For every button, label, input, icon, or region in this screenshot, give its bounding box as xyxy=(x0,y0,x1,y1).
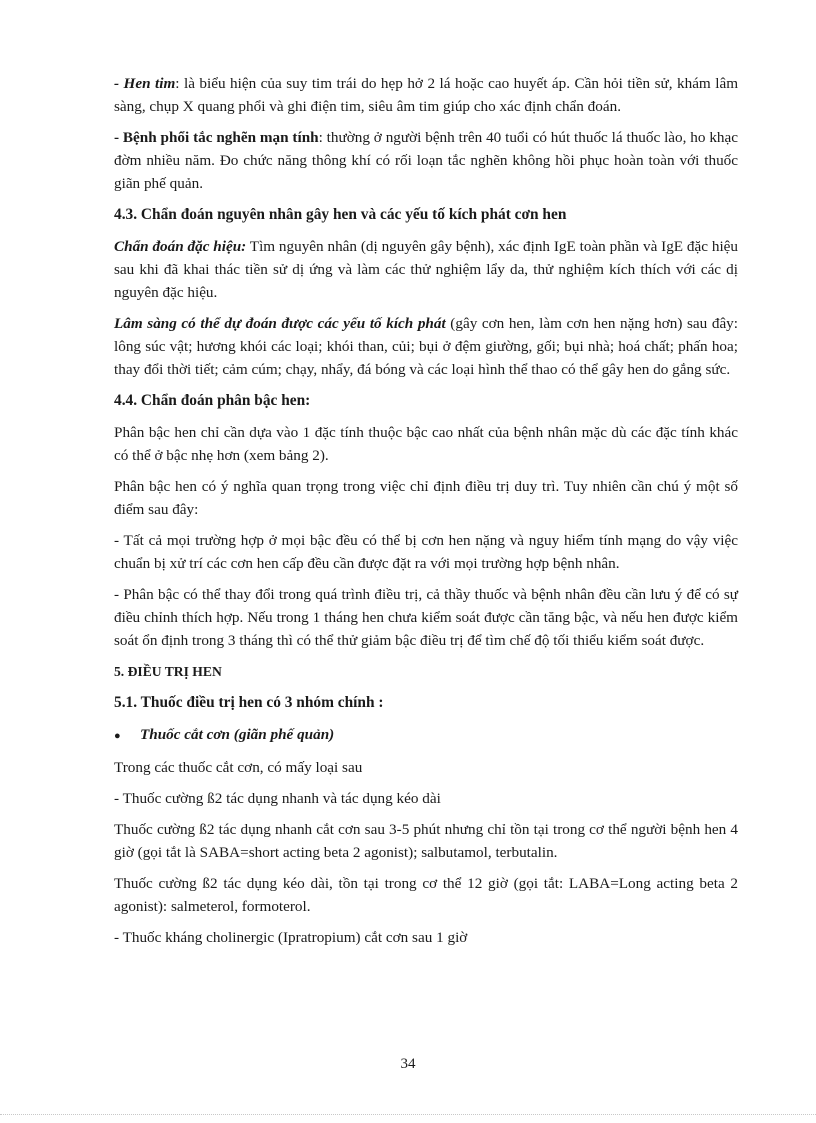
term-dac-hieu: Chẩn đoán đặc hiệu: xyxy=(114,238,247,255)
paragraph-text: : là biểu hiện của suy tim trái do hẹp hở 2 lá hoặc cao huyết áp. Cần hỏi tiền sử, khám lâm sàng, chụp X quang phổi và ghi điện tim, siêu âm tim giúp cho xác định chẩn đoán. xyxy=(114,75,739,115)
heading-5: 5. ĐIỀU TRỊ HEN xyxy=(114,664,222,679)
paragraph-beta2: - Thuốc cường ß2 tác dụng nhanh và tác dụng kéo dài xyxy=(114,790,441,807)
term-hen-tim: - Hen tim xyxy=(114,75,176,92)
heading-4-4: 4.4. Chẩn đoán phân bậc hen: xyxy=(114,392,311,409)
paragraph-text: (gây cơn hen, làm cơn hen nặng hơn) sau đây: lông súc vật; hương khói các loại; khói than, củi; bụi ở đệm giường, gối; bụi nhà; hoá chất; phấn hoa; thay đổi thời tiết; cảm cúm; chạy, nhẩy, đá bóng và các loại hình thể thao có thể gây hen do gắng sức. xyxy=(114,315,738,378)
paragraph-hen-tim xyxy=(114,72,738,118)
paragraph-text: Tìm nguyên nhân (dị nguyên gây bệnh), xác định IgE toàn phần và IgE đặc hiệu sau khi đã khai thác tiền sử dị ứng và làm các thử nghiệm lẩy da, thử nghiệm kích thích với các dị nguyên đặc hiệu. xyxy=(114,238,738,301)
term-copd: - Bệnh phổi tắc nghẽn mạn tính xyxy=(114,129,319,146)
bullet-text: Thuốc cắt cơn (giãn phế quản) xyxy=(140,726,335,743)
paragraph-laba: Thuốc cường ß2 tác dụng kéo dài, tồn tại trong cơ thể 12 giờ (gọi tắt: LABA=Long acting beta 2 agonist): salmeterol, formoterol. xyxy=(114,875,738,915)
page-divider xyxy=(0,1114,816,1115)
paragraph-text: : thường ở người bệnh trên 40 tuổi có hút thuốc lá thuốc lào, ho khạc đờm nhiều năm. Đo chức năng thông khí có rối loạn tắc nghẽn không hồi phục hoàn toàn với thuốc giãn phế quản. xyxy=(114,129,738,192)
paragraph-cat-con: Trong các thuốc cắt cơn, có mấy loại sau xyxy=(114,759,363,776)
term-kich-phat: Lâm sàng có thể dự đoán được các yếu tố kích phát xyxy=(114,315,446,332)
paragraph-phan-bac-3: - Tất cả mọi trường hợp ở mọi bậc đều có thể bị cơn hen nặng và nguy hiểm tính mạng do vậy việc chuẩn bị xử trí các cơn hen cấp đều cần được đặt ra với mọi trường hợp bệnh nhân. xyxy=(114,532,738,572)
paragraph-phan-bac-2: Phân bậc hen có ý nghĩa quan trọng trong việc chỉ định điều trị duy trì. Tuy nhiên cần chú ý một số điểm sau đây: xyxy=(114,478,738,518)
document-body xyxy=(114,72,738,957)
paragraph-phan-bac-1: Phân bậc hen chỉ cần dựa vào 1 đặc tính thuộc bậc cao nhất của bệnh nhân mặc dù các đặc tính khác có thể ở bậc nhẹ hơn (xem bảng 2). xyxy=(114,424,738,464)
bullet-icon: ● xyxy=(114,730,121,742)
bullet-item xyxy=(114,723,738,748)
paragraph-dac-hieu xyxy=(114,235,738,304)
page-number: 34 xyxy=(400,1056,416,1072)
heading-4-3: 4.3. Chẩn đoán nguyên nhân gây hen và các yếu tố kích phát cơn hen xyxy=(114,206,567,223)
paragraph-phan-bac-4: - Phân bậc có thể thay đổi trong quá trình điều trị, cả thầy thuốc và bệnh nhân đều cần lưu ý để có sự điều chỉnh thích hợp. Nếu trong 1 tháng hen chưa kiểm soát được cần tăng bậc, và nếu hen được kiểm soát ổn định trong 3 tháng thì có thể thử giảm bậc điều trị để tìm chế độ tối thiểu kiểm soát được. xyxy=(114,586,738,649)
paragraph-saba: Thuốc cường ß2 tác dụng nhanh cắt cơn sau 3-5 phút nhưng chỉ tồn tại trong cơ thể người bệnh hen 4 giờ (gọi tắt là SABA=short acting beta 2 agonist); salbutamol, terbutalin. xyxy=(114,821,738,861)
paragraph-cholinergic: - Thuốc kháng cholinergic (Ipratropium) cắt cơn sau 1 giờ xyxy=(114,929,468,946)
heading-5-1: 5.1. Thuốc điều trị hen có 3 nhóm chính : xyxy=(114,694,384,711)
paragraph-kich-phat xyxy=(114,312,738,381)
paragraph-copd xyxy=(114,126,738,195)
